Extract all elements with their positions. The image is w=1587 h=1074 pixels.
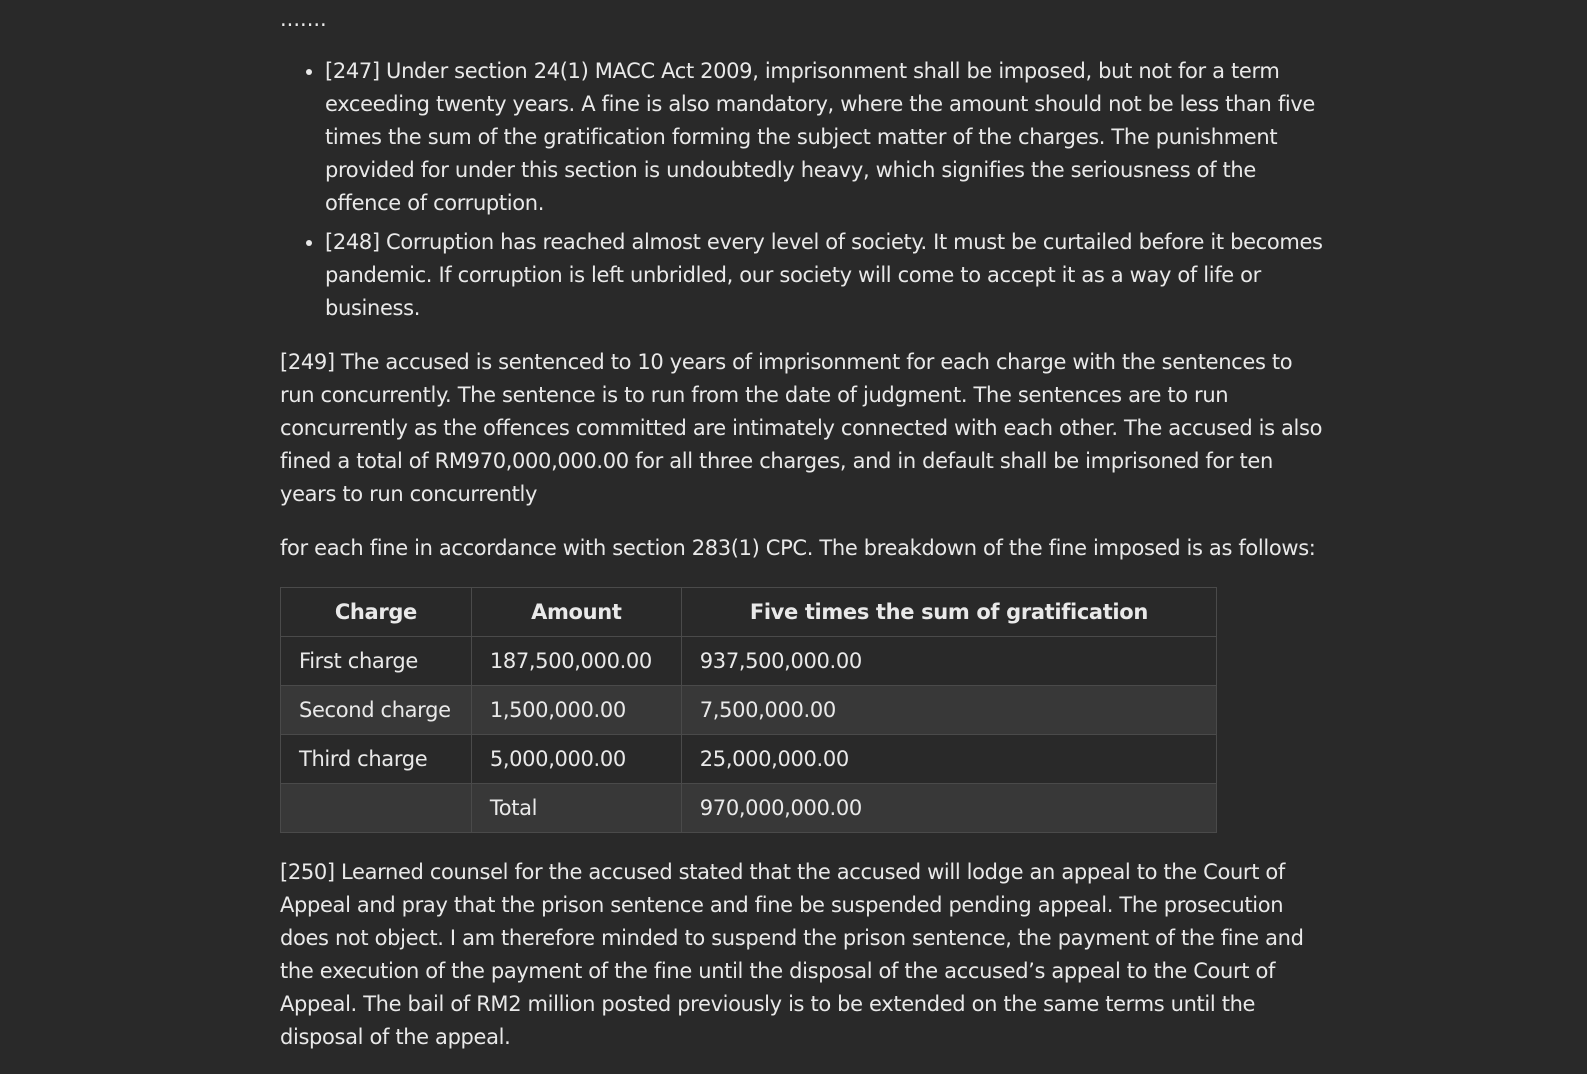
cell-amount: 187,500,000.00 (471, 637, 681, 686)
cell-charge: Second charge (281, 686, 472, 735)
cell-amount: 1,500,000.00 (471, 686, 681, 735)
paragraph-249: [249] The accused is sentenced to 10 years of imprisonment for each charge with the sentences to run concurrently. The sentence is to run from the date of judgment. The sentences are to run concurrently as the offences committed are intimately connected with each other. The accused is also fined a total of RM970,000,000.00 for all three charges, and in default shall be imprisoned for ten years to run concurrently (280, 350, 1323, 506)
cell-five-times: 7,500,000.00 (681, 686, 1216, 735)
cell-five-times: 937,500,000.00 (681, 637, 1216, 686)
header-amount: Amount (471, 588, 681, 637)
header-charge: Charge (281, 588, 472, 637)
ellipsis-text: ....... (280, 7, 327, 31)
table-row (281, 686, 1217, 735)
fine-breakdown-table (280, 587, 1217, 833)
bullet-item-247: • [247] Under section 24(1) MACC Act 2009, imprisonment shall be imposed, but not for a term exceeding twenty years. A fine is also mandatory, where the amount should not be less than five times the sum of the gratification forming the subject matter of the charges. The punishment provided for under this section is undoubtedly heavy, which signifies the seriousness of the offence of corruption. (325, 55, 1325, 220)
table-total-row (281, 784, 1217, 833)
paragraph-continuation: for each fine in accordance with section 283(1) CPC. The breakdown of the fine imposed is as follows: (280, 536, 1316, 560)
cell-five-times: 25,000,000.00 (681, 735, 1216, 784)
cell-charge: First charge (281, 637, 472, 686)
table-row (281, 637, 1217, 686)
cell-total-label: Total (471, 784, 681, 833)
bullet-list (280, 55, 1325, 325)
cell-empty (281, 784, 472, 833)
cell-total-value: 970,000,000.00 (681, 784, 1216, 833)
document-body (280, 0, 1325, 1054)
paragraph-250: [250] Learned counsel for the accused stated that the accused will lodge an appeal to the Court of Appeal and pray that the prison sentence and fine be suspended pending appeal. The prosecution does not object. I am therefore minded to suspend the prison sentence, the payment of the fine and the execution of the payment of the fine until the disposal of the accused’s appeal to the Court of Appeal. The bail of RM2 million posted previously is to be extended on the same terms until the disposal of the appeal. (280, 860, 1304, 1049)
header-five-times: Five times the sum of gratification (681, 588, 1216, 637)
bullet-item-248: • [248] Corruption has reached almost every level of society. It must be curtailed before it becomes pandemic. If corruption is left unbridled, our society will come to accept it as a way of life or business. (325, 226, 1325, 325)
table-row (281, 735, 1217, 784)
table-header-row (281, 588, 1217, 637)
cell-amount: 5,000,000.00 (471, 735, 681, 784)
cell-charge: Third charge (281, 735, 472, 784)
